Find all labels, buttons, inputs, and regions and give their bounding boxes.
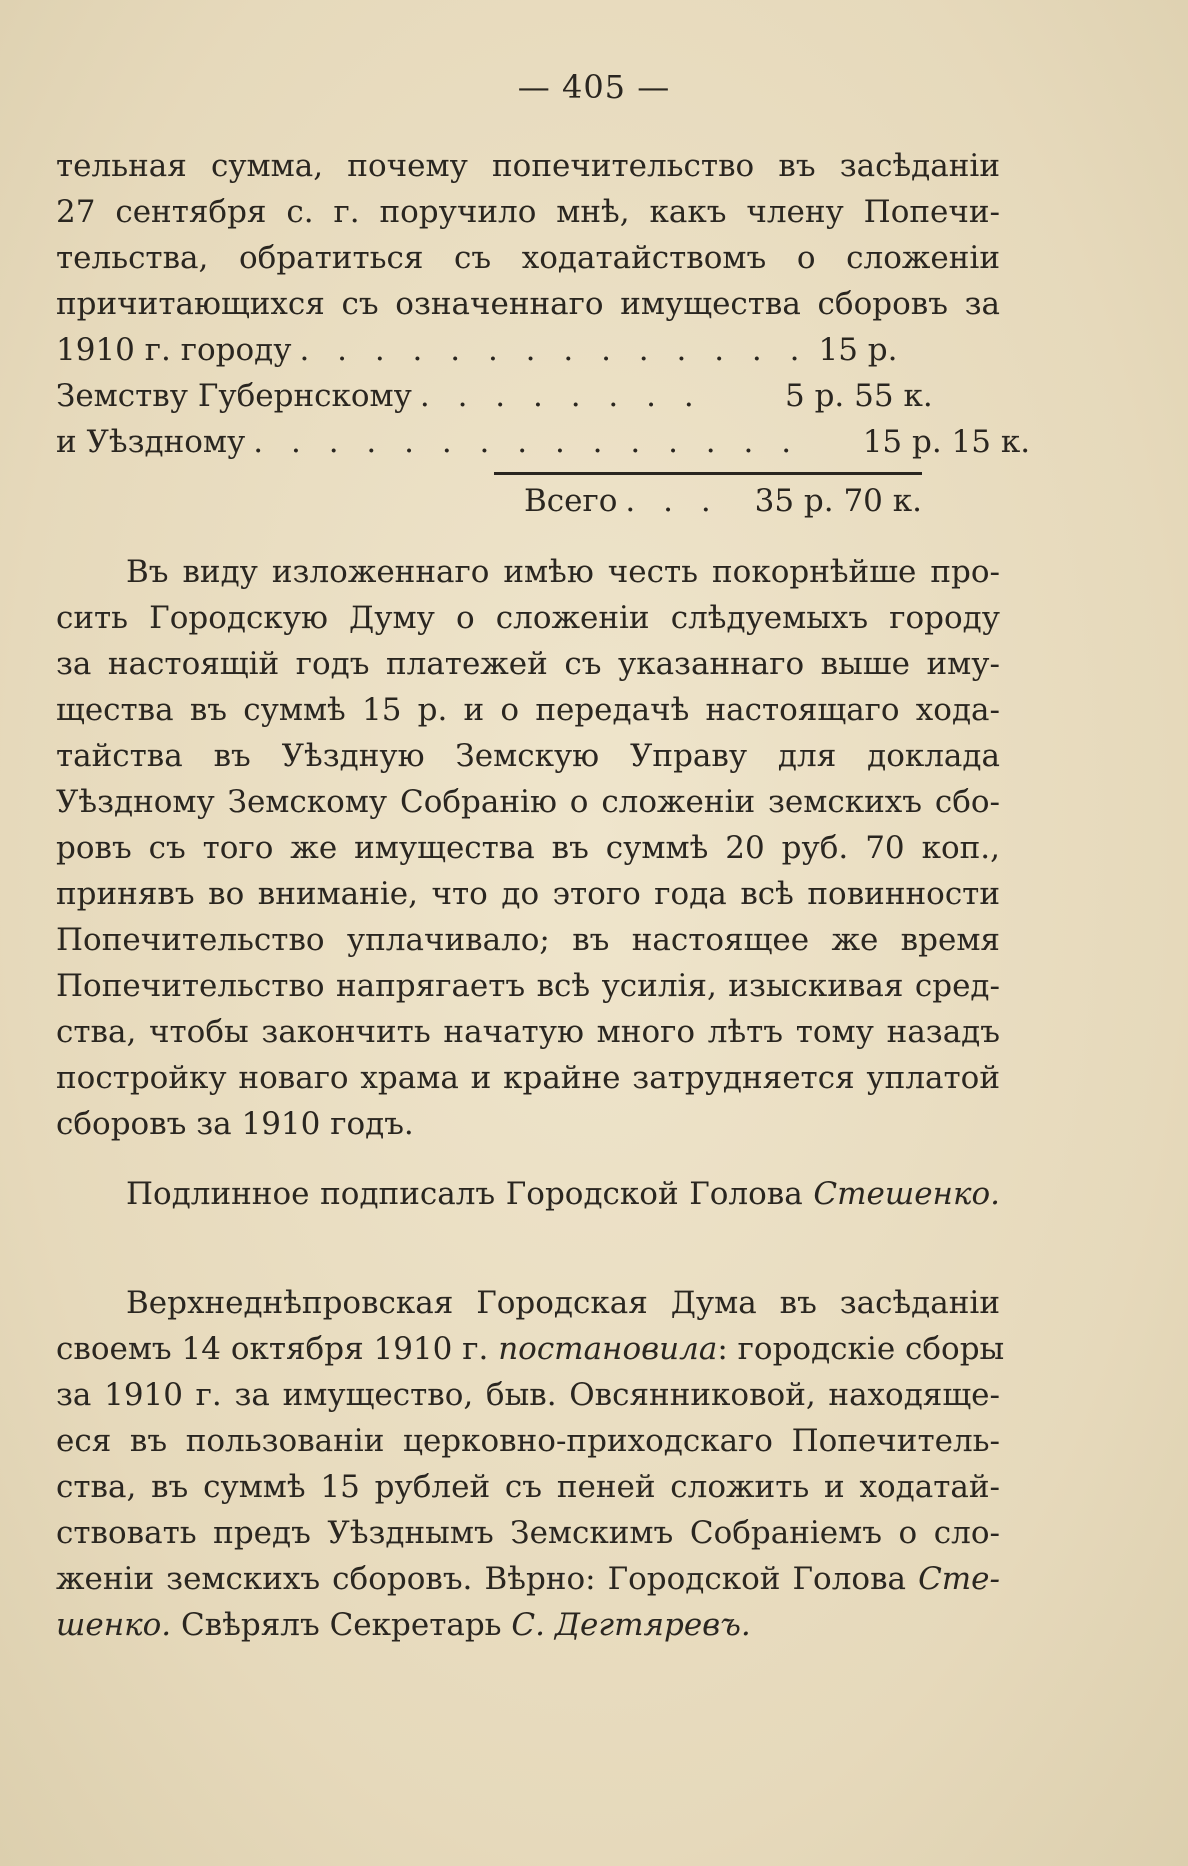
text-line: ства, чтобы закончить начатую много лѣтъ тому назадъ	[56, 1014, 1000, 1050]
text-span: своемъ 14 октября 1910 г.	[56, 1331, 489, 1367]
text-line: тельная сумма, почему попечительство въ засѣданіи	[56, 148, 1000, 184]
signature-line	[56, 1171, 1000, 1217]
signature-name: шенко.	[56, 1607, 172, 1643]
leader-dots: . . . . . . . .	[419, 378, 703, 414]
text-line: принявъ во вниманіе, что до этого года всѣ повинности	[56, 876, 1000, 912]
total-amount: 35 р. 70 к.	[754, 483, 922, 519]
text-line: Верхнеднѣпровская Городская Дума въ засѣданіи	[126, 1285, 1000, 1321]
text-line: постройку новаго храма и крайне затрудняется уплатой	[56, 1060, 1000, 1096]
text-span: : городскіе сборы	[717, 1331, 1005, 1367]
text-line: ствовать предъ Уѣзднымъ Земскимъ Собраніемъ о сло-	[56, 1515, 1000, 1551]
text-line: тельства, обратиться съ ходатайствомъ о сложеніи	[56, 240, 1000, 276]
signature-name: Сте-	[918, 1561, 1000, 1597]
text-line: причитающихся съ означеннаго имущества сборовъ за	[56, 286, 1000, 322]
opening-text	[56, 143, 1000, 327]
resolution-verb: постановила	[498, 1331, 718, 1367]
text-line: Попечительство уплачивало; въ настоящее же время	[56, 922, 1000, 958]
ledger-row-city	[56, 327, 926, 373]
ledger-total-row	[524, 478, 922, 524]
ledger-row-district	[56, 419, 1031, 465]
leader-dots: . . . . . . . . . . . . . . .	[253, 424, 801, 460]
text-line: Уѣздному Земскому Собранію о сложеніи земскихъ сбо-	[56, 784, 1000, 820]
leader-dots: . . . . . . . . . . . . . .	[299, 332, 809, 368]
ledger-amount: 15 р. 15 к.	[862, 424, 1031, 460]
total-rule	[494, 472, 922, 475]
text-span: женіи земскихъ сборовъ. Вѣрно: Городской Голова	[56, 1561, 906, 1597]
text-line: сборовъ за 1910 годъ.	[56, 1106, 414, 1142]
text-line: 27 сентября с. г. поручило мнѣ, какъ члену Попечи-	[56, 194, 1000, 230]
text-line	[56, 1602, 1000, 1648]
signature-text: Подлинное подписалъ Городской Голова	[126, 1176, 803, 1212]
total-label: Всего	[524, 483, 618, 519]
signature-name: Стешенко.	[813, 1176, 1001, 1212]
ledger-label: 1910 г. городу	[56, 332, 292, 368]
text-line	[56, 1556, 1000, 1602]
text-line: ства, въ суммѣ 15 рублей съ пеней сложить и ходатай-	[56, 1469, 1000, 1505]
ledger-amount: 5 р. 55 к.	[785, 378, 933, 414]
text-line: Попечительство напрягаетъ всѣ усилія, изыскивая сред-	[56, 968, 1000, 1004]
ledger-label: Земству Губернскому	[56, 378, 412, 414]
text-line	[56, 1326, 1005, 1372]
petition-paragraph	[56, 549, 1000, 1147]
page-number: — 405 —	[517, 68, 671, 106]
text-line: еся въ пользованіи церковно-приходскаго Попечитель-	[56, 1423, 1000, 1459]
leader-dots: . . .	[625, 483, 720, 519]
text-span: Свѣрялъ Секретарь	[181, 1607, 502, 1643]
resolution-paragraph	[56, 1280, 1005, 1648]
ledger-row-province	[56, 373, 933, 419]
text-line: сить Городскую Думу о сложеніи слѣдуемыхъ городу	[56, 600, 1000, 636]
text-line: щества въ суммѣ 15 р. и о передачѣ настоящаго хода-	[56, 692, 1000, 728]
ledger-label: и Уѣздному	[56, 424, 246, 460]
text-line: ровъ съ того же имущества въ суммѣ 20 руб. 70 коп.,	[56, 830, 1000, 866]
secretary-name: С. Дегтяревъ.	[511, 1607, 751, 1643]
fee-ledger	[56, 327, 1031, 465]
text-line: за 1910 г. за имущество, быв. Овсянниковой, находяще-	[56, 1377, 1000, 1413]
text-line: тайства въ Уѣздную Земскую Управу для доклада	[56, 738, 1000, 774]
text-line: Въ виду изложеннаго имѣю честь покорнѣйше про-	[126, 554, 1000, 590]
text-line: за настоящій годъ платежей съ указаннаго выше иму-	[56, 646, 1000, 682]
ledger-amount: 15 р.	[818, 332, 898, 368]
